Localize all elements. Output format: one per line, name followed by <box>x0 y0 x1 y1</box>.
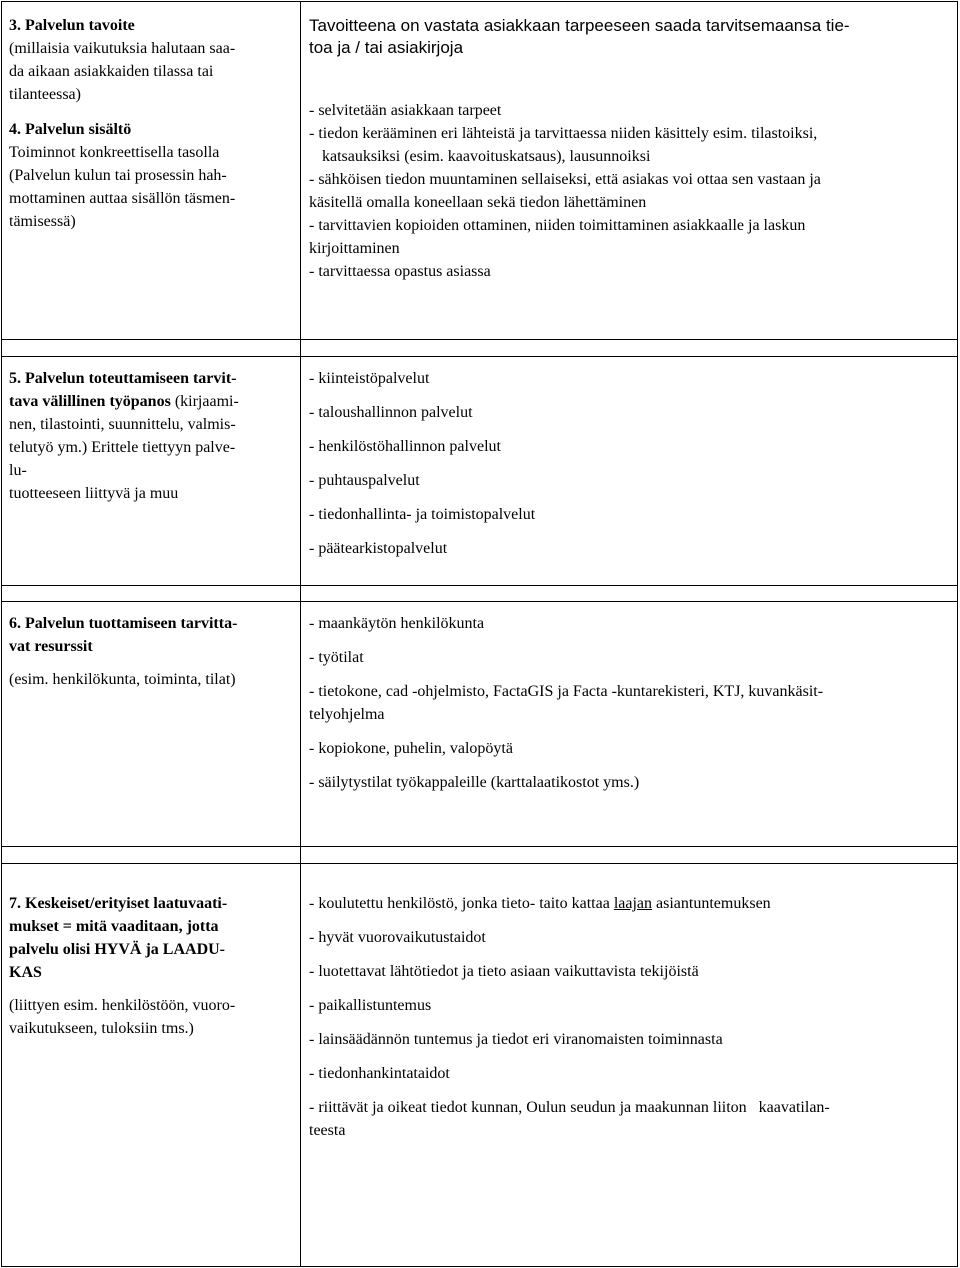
content-item: katsauksiksi (esim. kaavoituskatsaus), lausunnoiksi <box>322 148 651 165</box>
section-6-note: (esim. henkilökunta, toiminta, tilat) <box>9 671 236 688</box>
section-3-desc-line: (millaisia vaikutuksia halutaan saa- <box>9 40 236 57</box>
quality-item <box>309 892 939 915</box>
goal-text-line: toa ja / tai asiakirjoja <box>309 38 464 57</box>
section-5-title: 5. Palvelun toteuttamiseen tarvit- <box>9 370 237 387</box>
section-5-desc-part: telutyö ym.) <box>9 439 88 456</box>
section-5-title-line-2 <box>9 390 294 413</box>
support-service-item: - tiedonhallinta- ja toimistopalvelut <box>309 506 536 523</box>
support-service-item: - taloushallinnon palvelut <box>309 404 473 421</box>
resource-item: - työtilat <box>309 649 364 666</box>
table-column-divider <box>300 1 301 1267</box>
table-border-top <box>1 1 958 2</box>
quality-item: - tiedonhankintataidot <box>309 1065 450 1082</box>
quality-item-part: asiantuntemuksen <box>652 895 771 912</box>
quality-item: - riittävät ja oikeat tiedot kunnan, Oulun seudun ja maakunnan liiton kaavatilan- <box>309 1099 830 1116</box>
section-5-title-bold: tava välillinen työpanos <box>9 393 171 410</box>
row-divider-2b <box>1 601 958 602</box>
quality-item: - hyvät vuorovaikutustaidot <box>309 929 486 946</box>
row1-left-cell <box>9 14 294 233</box>
resource-item: - kopiokone, puhelin, valopöytä <box>309 740 513 757</box>
section-5-desc-line: nen, tilastointi, suunnittelu, valmis- <box>9 416 236 433</box>
section-4-desc-line: (Palvelun kulun tai prosessin hah- <box>9 167 227 184</box>
row-divider-2 <box>1 585 958 586</box>
resource-item: - säilytystilat työkappaleille (karttalaatikostot yms.) <box>309 774 640 791</box>
quality-item: - paikallistuntemus <box>309 997 432 1014</box>
section-7-title: 7. Keskeiset/erityiset laatuvaati- <box>9 895 228 912</box>
section-3-desc-line: da aikaan asiakkaiden tilassa tai <box>9 63 214 80</box>
section-6-title: vat resurssit <box>9 638 93 655</box>
row-divider-1b <box>1 356 958 357</box>
row3-right-cell <box>309 612 939 805</box>
section-6-title: 6. Palvelun tuottamiseen tarvitta- <box>9 615 238 632</box>
section-4-desc-line: Toiminnot konkreettisella tasolla <box>9 144 220 161</box>
content-item: - tarvittaessa opastus asiassa <box>309 263 491 280</box>
content-item: - tiedon kerääminen eri lähteistä ja tarvittaessa niiden käsittely esim. tilastoiksi, <box>309 125 818 142</box>
table-border-left <box>1 1 2 1267</box>
section-4-desc-line: tämisessä) <box>9 213 76 230</box>
resource-item: - maankäytön henkilökunta <box>309 615 485 632</box>
quality-item-part: - koulutettu henkilöstö, jonka tieto- taito kattaa <box>309 895 614 912</box>
section-7-note: vaikutukseen, tuloksiin tms.) <box>9 1020 194 1037</box>
section-7-title: KAS <box>9 964 42 981</box>
quality-item: teesta <box>309 1122 346 1139</box>
section-5-desc-line <box>9 436 294 459</box>
section-7-title: mukset = mitä vaaditaan, jotta <box>9 918 219 935</box>
resource-item: - tietokone, cad -ohjelmisto, FactaGIS ja Facta -kuntarekisteri, KTJ, kuvankäsit- telyohjelma <box>309 683 824 723</box>
support-service-item: - puhtauspalvelut <box>309 472 420 489</box>
quality-item: - lainsäädännön tuntemus ja tiedot eri viranomaisten toiminnasta <box>309 1031 723 1048</box>
table-border-right <box>957 1 958 1267</box>
section-4-title: 4. Palvelun sisältö <box>9 121 132 138</box>
row4-left-cell <box>9 892 294 1040</box>
section-5-desc-line: tuotteeseen liittyvä ja muu <box>9 485 179 502</box>
content-item: - selvitetään asiakkaan tarpeet <box>309 102 502 119</box>
row1-right-cell <box>309 15 939 283</box>
quality-item: - luotettavat lähtötiedot ja tieto asiaan vaikuttavista tekijöistä <box>309 963 699 980</box>
row4-right-cell <box>309 892 939 1142</box>
content-item: - tarvittavien kopioiden ottaminen, niiden toimittaminen asiakkaalle ja laskun <box>309 217 806 234</box>
content-item: käsitellä omalla koneellaan sekä tiedon lähettäminen <box>309 194 647 211</box>
section-5-desc-line: lu- <box>9 462 27 479</box>
row-divider-3 <box>1 846 958 847</box>
support-service-item: - henkilöstöhallinnon palvelut <box>309 438 501 455</box>
table-border-bottom <box>1 1266 958 1267</box>
row3-left-cell <box>9 612 294 691</box>
section-7-note: (liittyen esim. henkilöstöön, vuoro- <box>9 997 236 1014</box>
section-7-title: palvelu olisi HYVÄ ja LAADU- <box>9 941 226 958</box>
section-5-title-rest: (kirjaami- <box>170 393 239 410</box>
section-5-desc-part: Erittele tiettyyn palve- <box>87 439 236 456</box>
goal-text-line: Tavoitteena on vastata asiakkaan tarpeeseen saada tarvitsemaansa tie- <box>309 16 850 35</box>
section-3-title: 3. Palvelun tavoite <box>9 17 135 34</box>
row2-right-cell <box>309 367 939 571</box>
content-list <box>309 99 939 283</box>
section-4-desc-line: mottaminen auttaa sisällön täsmen- <box>9 190 236 207</box>
content-item: kirjoittaminen <box>309 240 400 257</box>
content-item: - sähköisen tiedon muuntaminen sellaiseksi, että asiakas voi ottaa sen vastaan ja <box>309 171 821 188</box>
quality-item-underlined: laajan <box>613 895 653 912</box>
support-service-item: - päätearkistopalvelut <box>309 540 448 557</box>
row-divider-1 <box>1 339 958 340</box>
support-service-item: - kiinteistöpalvelut <box>309 370 430 387</box>
section-3-desc-line: tilanteessa) <box>9 86 81 103</box>
row-divider-3b <box>1 863 958 864</box>
row2-left-cell <box>9 367 294 505</box>
